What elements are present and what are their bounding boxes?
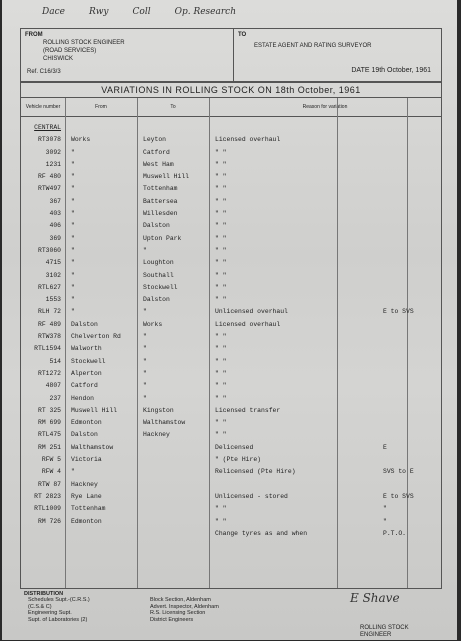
reason-cell: " " [215,419,227,427]
reason-cell: " " [215,345,227,353]
to-line: ESTATE AGENT AND RATING SURVEYOR [254,43,372,49]
extra-cell: " [383,505,387,513]
table-row [21,294,441,306]
to-cell: Dalston [143,296,170,304]
reason-cell: " " [215,148,227,156]
page-title: VARIATIONS IN ROLLING STOCK ON 18th October, 1961 [20,82,442,98]
table-row [21,454,441,466]
to-cell: " [143,357,147,365]
from-cell: " [71,210,75,218]
vehicle-number: RM 251 [37,443,61,451]
from-lines [43,39,125,63]
to-cell: Upton Park [143,234,182,242]
from-cell: Dalston [71,431,98,439]
to-cell: Battersea [143,197,178,205]
vehicle-number: 1553 [45,296,61,304]
to-cell: West Ham [143,160,174,168]
table-row [21,245,441,257]
distribution-item: R.S. Licensing Section [150,610,206,616]
to-cell: Walthamstow [143,419,186,427]
reason-cell: " " [215,160,227,168]
to-cell: " [143,382,147,390]
to-cell: " [143,246,147,254]
table-row [21,282,441,294]
table-row [21,122,441,134]
table-body [21,122,441,540]
reason-cell: " " [215,222,227,230]
from-cell: Walworth [71,345,102,353]
from-cell: " [71,246,75,254]
reason-cell: Delicensed [215,443,254,451]
vehicle-number: 4807 [45,382,61,390]
vehicle-number: RF 480 [37,173,61,181]
from-cell: " [71,308,75,316]
note-2: Rwy [88,7,109,17]
to-label: TO [238,32,247,38]
table-row [21,405,441,417]
distribution-item: District Engineers [150,616,194,623]
from-cell: Hendon [71,394,95,402]
from-section [21,29,234,81]
from-line-2: (ROAD SERVICES) [43,48,97,54]
to-cell: Catford [143,148,170,156]
distribution-left [28,597,90,623]
table-row [21,134,441,146]
table-row [21,343,441,355]
col-header-vehicle: Vehicle number [21,98,65,117]
reason-cell: " " [215,185,227,193]
note-4: Op. Research [174,7,237,17]
reason-cell: " " [215,369,227,377]
vehicle-number: RTL627 [37,283,61,291]
table-row [21,429,441,441]
vehicle-number: RTL475 [37,431,61,439]
distribution-item: Schedules Supt.-(C.R.S.) [28,597,90,603]
reason-cell: " " [215,431,227,439]
reason-cell: Licensed overhaul [215,136,281,144]
reason-cell: " " [215,271,227,279]
reason-cell: Unlicensed overhaul [215,308,288,316]
to-cell: Tottenham [143,185,178,193]
vehicle-number: 4715 [45,259,61,267]
from-cell: " [71,271,75,279]
distribution-item: Block Section, Aldenham [150,597,211,603]
vehicle-number: RLH 72 [37,308,61,316]
table-row [21,442,441,454]
table-row [21,393,441,405]
extra-cell: P.T.O. [383,529,407,537]
table-row [21,171,441,183]
from-cell: " [71,468,75,476]
from-cell: Edmonton [71,517,102,525]
vehicle-number: 369 [49,234,61,242]
vehicle-number: RFW 4 [41,468,61,476]
from-cell: " [71,234,75,242]
vehicle-number: CENTRAL [34,124,61,131]
vehicle-number: RTL1009 [34,505,61,513]
table-row [21,528,441,540]
to-cell: Hackney [143,431,170,439]
from-line-3: CHISWICK [43,56,73,62]
from-cell: " [71,185,75,193]
table-row [21,147,441,159]
from-cell: " [71,197,75,205]
from-cell: " [71,296,75,304]
reason-cell: Change tyres as and when [215,529,308,537]
reason-cell: " " [215,296,227,304]
to-cell: Willesden [143,210,178,218]
from-cell: Hackney [71,480,98,488]
reason-cell: Unlicensed - stored [215,492,288,500]
reason-cell: " " [215,173,227,181]
table-row [21,233,441,245]
from-cell: Works [71,136,91,144]
from-cell: " [71,283,75,291]
table-row [21,491,441,503]
from-cell: Rye Lane [71,492,102,500]
from-cell: " [71,259,75,267]
to-cell: " [143,333,147,341]
vehicle-number: RT3078 [37,136,61,144]
to-cell: " [143,369,147,377]
extra-cell: " [383,517,387,525]
table-row [21,503,441,515]
vehicle-number: RM 699 [37,419,61,427]
from-cell: Alperton [71,369,102,377]
to-cell: " [143,345,147,353]
vehicle-number: 237 [49,394,61,402]
table-row [21,196,441,208]
distribution-item: Supt. of Laboratories (2) [28,616,88,623]
table-row [21,331,441,343]
note-3: Coll [132,7,151,17]
reason-cell: Licensed overhaul [215,320,281,328]
reason-cell: " (Pte Hire) [215,456,262,464]
vehicle-number: RF 489 [37,320,61,328]
to-cell: Stockwell [143,283,178,291]
vehicle-number: 367 [49,197,61,205]
from-cell: " [71,148,75,156]
vehicle-number: RT 325 [37,406,61,414]
col-header-from: From [65,98,137,117]
reason-cell: " " [215,333,227,341]
vehicle-number: 514 [49,357,61,365]
to-cell: " [143,394,147,402]
variations-table [20,97,442,589]
from-cell: " [71,222,75,230]
reason-cell: " " [215,246,227,254]
signature: E Shave [350,591,400,605]
reason-cell: Licensed transfer [215,406,281,414]
to-cell: Southall [143,271,174,279]
table-row [21,479,441,491]
to-cell: Muswell Hill [143,173,190,181]
vehicle-number: RTW497 [37,185,61,193]
to-cell: Dalston [143,222,170,230]
distribution-footer [20,588,440,641]
document-page [2,0,457,640]
table-row [21,183,441,195]
table-row [21,466,441,478]
vehicle-number: 3102 [45,271,61,279]
handwritten-notes [42,0,442,24]
from-cell: Edmonton [71,419,102,427]
reason-cell: " " [215,505,227,513]
reason-cell: " " [215,210,227,218]
from-cell: Walthamstow [71,443,114,451]
vehicle-number: RM 726 [37,517,61,525]
table-row [21,257,441,269]
to-cell: Kingston [143,406,174,414]
extra-cell: E to SVS [383,492,414,500]
table-row [21,208,441,220]
table-row [21,356,441,368]
from-cell: Victoria [71,456,102,464]
table-row [21,380,441,392]
reason-cell: Relicensed (Pte Hire) [215,468,296,476]
reason-cell: " " [215,394,227,402]
distribution-item: Engineering Supt. [28,610,72,616]
table-row [21,270,441,282]
vehicle-number: 3092 [45,148,61,156]
table-row [21,159,441,171]
reason-cell: " " [215,234,227,242]
vehicle-number: RFW 5 [41,456,61,464]
vehicle-number: 403 [49,210,61,218]
from-cell: " [71,173,75,181]
extra-cell: E [383,443,387,451]
from-label: FROM [25,32,43,38]
vehicle-number: RT1272 [37,369,61,377]
from-cell: Stockwell [71,357,106,365]
from-cell: Catford [71,382,98,390]
reason-cell: " " [215,259,227,267]
vehicle-number: RTW 87 [37,480,61,488]
table-row [21,306,441,318]
table-row [21,368,441,380]
from-line-1: ROLLING STOCK ENGINEER [43,40,125,46]
vehicle-number: 1231 [45,160,61,168]
to-cell: Loughton [143,259,174,267]
header-box [20,28,442,82]
vehicle-number: RT 2823 [34,492,61,500]
distribution-middle [150,597,219,623]
table-row [21,220,441,232]
from-cell: Muswell Hill [71,406,118,414]
signature-title: ROLLING STOCK ENGINEER [360,625,409,638]
distribution-item: (C.S.& C) [28,603,52,610]
from-cell: " [71,160,75,168]
reason-cell: " " [215,283,227,291]
from-cell: Dalston [71,320,98,328]
date: DATE 19th October, 1961 [351,67,431,74]
note-1: Dace [42,7,65,17]
reason-cell: " " [215,517,227,525]
distribution-item: Advert. Inspector, Aldenham [150,603,219,610]
reason-cell: " " [215,382,227,390]
reason-cell: " " [215,357,227,365]
table-row [21,319,441,331]
col-header-to: To [137,98,209,117]
vehicle-number: RTL1594 [34,345,61,353]
to-section [234,29,441,81]
from-cell: Tottenham [71,505,106,513]
from-cell: Chelverton Rd [71,333,121,341]
col-header-reason: Reason for variation [209,98,441,117]
to-cell: Works [143,320,163,328]
vehicle-number: 406 [49,222,61,230]
to-cell: " [143,308,147,316]
to-cell: Leyton [143,136,167,144]
vehicle-number: RT3060 [37,246,61,254]
reference: Ref. C16/3/3 [27,69,61,75]
distribution-label: DISTRIBUTION [24,591,64,597]
extra-cell: E to SVS [383,308,414,316]
vehicle-number: RTW378 [37,333,61,341]
table-row [21,516,441,528]
reason-cell: " " [215,197,227,205]
extra-cell: SVS to E [383,468,414,476]
table-row [21,417,441,429]
